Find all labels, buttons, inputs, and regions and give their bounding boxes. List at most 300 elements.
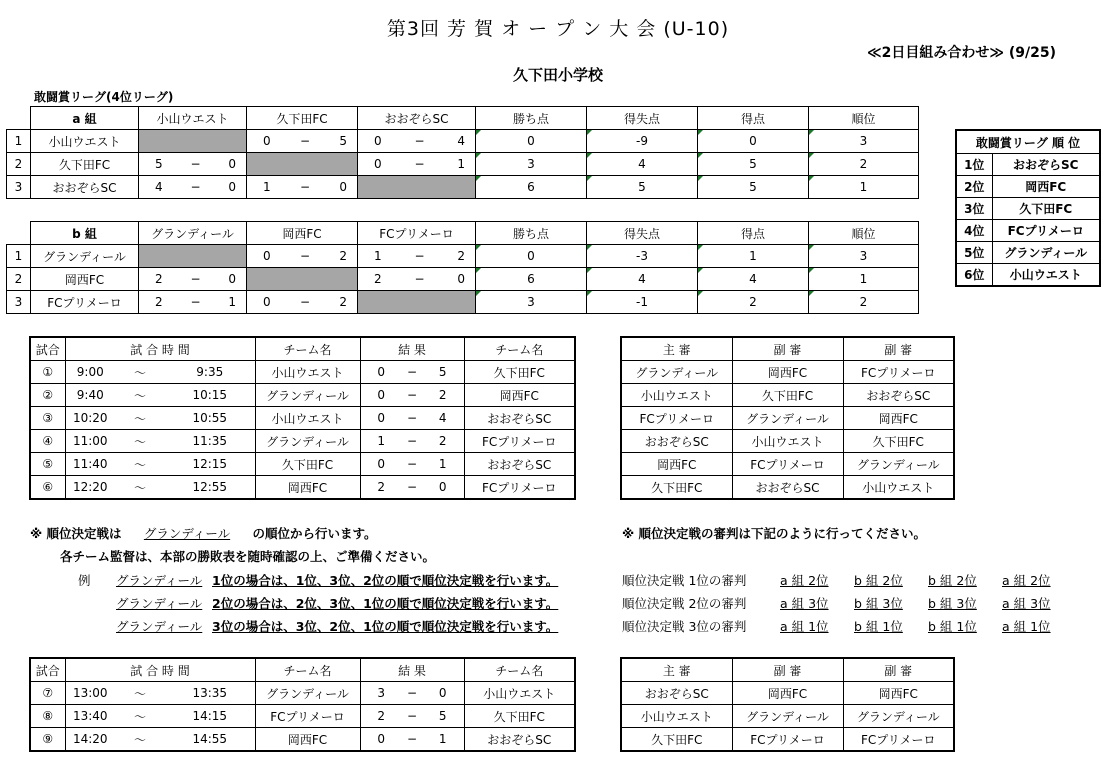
- score-away: 2: [457, 249, 465, 263]
- stat-cell: 2: [809, 153, 919, 176]
- assistant-referee-1: グランディール: [732, 705, 843, 728]
- score-away: 5: [339, 134, 347, 148]
- header-assistant-referee: 副 審: [843, 658, 954, 682]
- assistant-referee-1: 岡西FC: [732, 682, 843, 705]
- score-dash: −: [299, 134, 311, 148]
- match-dash: −: [402, 430, 422, 453]
- match-away-score: 4: [422, 407, 464, 430]
- table-row: [7, 291, 919, 314]
- rank-team: おおぞらSC: [992, 154, 1100, 176]
- stat-cell: 0: [476, 245, 587, 268]
- match-dash: −: [402, 453, 422, 476]
- assistant-referee-2: 小山ウエスト: [843, 476, 954, 500]
- score-home: 0: [263, 249, 271, 263]
- score-dash: −: [299, 295, 311, 309]
- header-time: 試 合 時 間: [65, 658, 255, 682]
- match-home-team: 小山ウエスト: [255, 407, 360, 430]
- row-number: 3: [7, 176, 31, 199]
- header-stat: 得失点: [587, 222, 698, 245]
- stat-cell: 3: [476, 153, 587, 176]
- schedule-header: [30, 658, 575, 682]
- header-team-home: チーム名: [255, 337, 360, 361]
- match-number: ⑧: [30, 705, 65, 728]
- match-end: 11:35: [165, 430, 255, 453]
- assistant-referee-2: グランディール: [843, 705, 954, 728]
- note-line-2: 各チーム監督は、本部の勝敗表を随時確認の上、ご準備ください。: [60, 549, 436, 564]
- match-tilde: 〜: [115, 476, 165, 500]
- score-home: 5: [155, 157, 163, 171]
- header-stat: 得点: [698, 107, 809, 130]
- match-row: [30, 361, 575, 384]
- referee-row: [621, 361, 954, 384]
- header-stat: 得失点: [587, 107, 698, 130]
- stat-cell: 3: [476, 291, 587, 314]
- match-row: [30, 682, 575, 705]
- match-start: 11:00: [65, 430, 115, 453]
- match-home-team: 岡西FC: [255, 476, 360, 500]
- match-dash: −: [402, 728, 422, 752]
- score-dash: −: [190, 272, 201, 286]
- match-row: [30, 384, 575, 407]
- header-team: おおぞらSC: [358, 107, 476, 130]
- stat-cell: 0: [476, 130, 587, 153]
- rank-team: 小山ウエスト: [992, 264, 1100, 287]
- referee-rule-cell: b 組 2位: [854, 573, 903, 588]
- referee-rule-cell: a 組 1位: [780, 619, 829, 634]
- row-number: 2: [7, 153, 31, 176]
- match-home-score: 1: [360, 430, 402, 453]
- page-title: 第3回 芳 賀 オ ー プ ン 大 会 (U-10): [386, 18, 730, 40]
- score-away: 4: [457, 134, 465, 148]
- match-away-team: 岡西FC: [464, 384, 575, 407]
- score-home: 0: [374, 157, 382, 171]
- score-cell: [247, 245, 358, 268]
- score-dash: −: [414, 134, 425, 148]
- match-start: 9:40: [65, 384, 115, 407]
- match-end: 14:55: [165, 728, 255, 752]
- header-team-away: チーム名: [464, 658, 575, 682]
- match-tilde: 〜: [115, 361, 165, 384]
- match-away-score: 2: [422, 430, 464, 453]
- match-row: [30, 453, 575, 476]
- corner-cell: [7, 222, 31, 245]
- match-end: 14:15: [165, 705, 255, 728]
- referee-1-table: [620, 336, 955, 500]
- group-b-table: [6, 221, 919, 314]
- row-number: 3: [7, 291, 31, 314]
- referee-row: [621, 476, 954, 500]
- match-home-score: 2: [360, 705, 402, 728]
- stat-cell: 6: [476, 268, 587, 291]
- example-team: グランディール: [116, 573, 203, 588]
- referee-rule-cell: b 組 2位: [928, 573, 977, 588]
- match-home-score: 0: [360, 728, 402, 752]
- ranking-row: [956, 176, 1100, 198]
- score-dash: −: [414, 272, 425, 286]
- example-item: [116, 571, 558, 594]
- corner-cell: [7, 107, 31, 130]
- rank-position: 3位: [956, 198, 992, 220]
- row-number: 2: [7, 268, 31, 291]
- match-row: [30, 430, 575, 453]
- match-away-score: 5: [422, 361, 464, 384]
- match-tilde: 〜: [115, 384, 165, 407]
- match-home-score: 3: [360, 682, 402, 705]
- header-main-referee: 主 審: [621, 337, 732, 361]
- match-away-team: 久下田FC: [464, 705, 575, 728]
- assistant-referee-1: FCプリメーロ: [732, 728, 843, 752]
- referee-header: [621, 337, 954, 361]
- match-away-team: FCプリメーロ: [464, 430, 575, 453]
- match-number: ③: [30, 407, 65, 430]
- match-dash: −: [402, 384, 422, 407]
- match-away-score: 1: [422, 453, 464, 476]
- match-start: 11:40: [65, 453, 115, 476]
- row-team: 岡西FC: [31, 268, 139, 291]
- match-tilde: 〜: [115, 705, 165, 728]
- referee-row: [621, 430, 954, 453]
- score-home: 2: [374, 272, 382, 286]
- self-match-cell: [139, 130, 247, 153]
- example-text: 2位の場合は、2位、3位、1位の順で順位決定戦を行います。: [212, 596, 559, 611]
- main-referee: 久下田FC: [621, 476, 732, 500]
- score-home: 0: [263, 134, 271, 148]
- score-away: 1: [228, 295, 236, 309]
- rank-team: 久下田FC: [992, 198, 1100, 220]
- self-match-cell: [358, 176, 476, 199]
- score-home: 1: [374, 249, 382, 263]
- page-subtitle: ≪2日目組み合わせ≫ (9/25): [866, 45, 1056, 61]
- match-away-team: おおぞらSC: [464, 407, 575, 430]
- match-number: ⑥: [30, 476, 65, 500]
- table-row: [7, 268, 919, 291]
- table-row: [7, 245, 919, 268]
- match-away-score: 2: [422, 384, 464, 407]
- row-team: 久下田FC: [31, 153, 139, 176]
- score-home: 2: [155, 272, 163, 286]
- ranking-row: [956, 198, 1100, 220]
- match-tilde: 〜: [115, 430, 165, 453]
- main-referee: 久下田FC: [621, 728, 732, 752]
- stat-cell: 5: [698, 153, 809, 176]
- match-end: 12:15: [165, 453, 255, 476]
- match-end: 9:35: [165, 361, 255, 384]
- assistant-referee-2: おおぞらSC: [843, 384, 954, 407]
- score-dash: −: [414, 157, 425, 171]
- rank-position: 2位: [956, 176, 992, 198]
- match-away-score: 0: [422, 476, 464, 500]
- ranking-title: 敢闘賞リーグ 順 位: [956, 130, 1100, 154]
- example-text: 1位の場合は、1位、3位、2位の順で順位決定戦を行います。: [212, 573, 559, 588]
- referee-header: [621, 658, 954, 682]
- row-team: 小山ウエスト: [31, 130, 139, 153]
- assistant-referee-1: グランディール: [732, 407, 843, 430]
- referee-row: [621, 407, 954, 430]
- score-home: 0: [374, 134, 382, 148]
- referee-rule-cell: a 組 3位: [1002, 596, 1051, 611]
- note-team: グランディール: [143, 526, 231, 541]
- match-home-team: 小山ウエスト: [255, 361, 360, 384]
- rank-position: 6位: [956, 264, 992, 287]
- match-end: 13:35: [165, 682, 255, 705]
- stat-cell: 1: [809, 268, 919, 291]
- score-dash: −: [190, 157, 201, 171]
- referee-row: [621, 453, 954, 476]
- score-cell: [139, 268, 247, 291]
- rank-team: 岡西FC: [992, 176, 1100, 198]
- referee-rule-cell: a 組 3位: [780, 596, 829, 611]
- header-time: 試 合 時 間: [65, 337, 255, 361]
- group-b-header: [7, 222, 919, 245]
- match-away-team: 小山ウエスト: [464, 682, 575, 705]
- match-home-team: グランディール: [255, 682, 360, 705]
- assistant-referee-1: 小山ウエスト: [732, 430, 843, 453]
- score-home: 2: [155, 295, 163, 309]
- row-number: 1: [7, 130, 31, 153]
- main-referee: 小山ウエスト: [621, 705, 732, 728]
- match-dash: −: [402, 682, 422, 705]
- header-stat: 勝ち点: [476, 107, 587, 130]
- table-row: [7, 130, 919, 153]
- assistant-referee-2: FCプリメーロ: [843, 361, 954, 384]
- score-dash: −: [299, 249, 311, 263]
- score-home: 0: [263, 295, 271, 309]
- score-cell: [139, 291, 247, 314]
- match-row: [30, 705, 575, 728]
- main-referee: 岡西FC: [621, 453, 732, 476]
- stat-cell: -9: [587, 130, 698, 153]
- match-tilde: 〜: [115, 407, 165, 430]
- table-row: [7, 153, 919, 176]
- example-team: グランディール: [116, 619, 203, 634]
- main-referee: 小山ウエスト: [621, 384, 732, 407]
- rank-position: 4位: [956, 220, 992, 242]
- score-away: 0: [228, 180, 236, 194]
- stat-cell: 5: [698, 176, 809, 199]
- match-dash: −: [402, 361, 422, 384]
- assistant-referee-2: 岡西FC: [843, 407, 954, 430]
- referee-rule-cell: a 組 1位: [1002, 619, 1051, 634]
- referee-rule-cell: a 組 2位: [1002, 573, 1051, 588]
- match-start: 14:20: [65, 728, 115, 752]
- match-away-team: おおぞらSC: [464, 453, 575, 476]
- match-row: [30, 476, 575, 500]
- row-team: FCプリメーロ: [31, 291, 139, 314]
- assistant-referee-2: 久下田FC: [843, 430, 954, 453]
- referee-rule-label: 順位決定戦 2位の審判: [622, 596, 747, 611]
- match-home-score: 0: [360, 361, 402, 384]
- match-start: 13:00: [65, 682, 115, 705]
- match-row: [30, 407, 575, 430]
- stat-cell: 3: [809, 130, 919, 153]
- match-home-score: 0: [360, 453, 402, 476]
- header-stat: 順位: [809, 107, 919, 130]
- score-dash: −: [190, 295, 201, 309]
- group-a-table: [6, 106, 919, 199]
- match-away-score: 5: [422, 705, 464, 728]
- assistant-referee-1: おおぞらSC: [732, 476, 843, 500]
- match-away-score: 1: [422, 728, 464, 752]
- score-cell: [358, 153, 476, 176]
- stat-cell: 0: [698, 130, 809, 153]
- stat-cell: -1: [587, 291, 698, 314]
- match-number: ⑦: [30, 682, 65, 705]
- referee-rule-cell: b 組 3位: [854, 596, 903, 611]
- score-cell: [358, 268, 476, 291]
- assistant-referee-2: グランディール: [843, 453, 954, 476]
- match-tilde: 〜: [115, 682, 165, 705]
- header-stat: 順位: [809, 222, 919, 245]
- score-cell: [139, 176, 247, 199]
- referee-rule-cell: a 組 2位: [780, 573, 829, 588]
- match-home-team: FCプリメーロ: [255, 705, 360, 728]
- score-dash: −: [299, 180, 311, 194]
- example-team: グランディール: [116, 596, 203, 611]
- referee-rule-row: [622, 594, 1076, 617]
- match-away-team: おおぞらSC: [464, 728, 575, 752]
- referee-rule-cell: b 組 1位: [854, 619, 903, 634]
- score-away: 2: [339, 249, 347, 263]
- referee-2-table: [620, 657, 955, 752]
- referee-rule-row: [622, 571, 1076, 594]
- score-cell: [139, 153, 247, 176]
- score-cell: [358, 245, 476, 268]
- ranking-row: [956, 154, 1100, 176]
- score-dash: −: [414, 249, 425, 263]
- header-team-away: チーム名: [464, 337, 575, 361]
- match-home-score: 0: [360, 384, 402, 407]
- venue: 久下田小学校: [512, 66, 603, 84]
- example-list: [116, 571, 558, 640]
- assistant-referee-2: 岡西FC: [843, 682, 954, 705]
- referee-row: [621, 728, 954, 752]
- referee-note-title: ※ 順位決定戦の審判は下記のように行ってください。: [622, 526, 927, 541]
- rank-position: 1位: [956, 154, 992, 176]
- referee-rule-label: 順位決定戦 1位の審判: [622, 573, 747, 588]
- header-stat: 得点: [698, 222, 809, 245]
- match-start: 10:20: [65, 407, 115, 430]
- stat-cell: -3: [587, 245, 698, 268]
- rank-team: グランディール: [992, 242, 1100, 264]
- ranking-row: [956, 242, 1100, 264]
- stat-cell: 1: [809, 176, 919, 199]
- referee-row: [621, 384, 954, 407]
- score-away: 0: [457, 272, 465, 286]
- main-referee: おおぞらSC: [621, 430, 732, 453]
- header-stat: 勝ち点: [476, 222, 587, 245]
- schedule-header: [30, 337, 575, 361]
- league-title: 敢闘賞リーグ(4位リーグ): [34, 90, 174, 104]
- header-match: 試合: [30, 337, 65, 361]
- match-away-team: 久下田FC: [464, 361, 575, 384]
- assistant-referee-2: FCプリメーロ: [843, 728, 954, 752]
- score-away: 1: [457, 157, 465, 171]
- score-home: 1: [263, 180, 271, 194]
- score-away: 0: [228, 157, 236, 171]
- match-end: 10:15: [165, 384, 255, 407]
- match-home-team: グランディール: [255, 384, 360, 407]
- match-end: 10:55: [165, 407, 255, 430]
- stat-cell: 5: [587, 176, 698, 199]
- match-end: 12:55: [165, 476, 255, 500]
- match-home-score: 0: [360, 407, 402, 430]
- main-referee: おおぞらSC: [621, 682, 732, 705]
- stat-cell: 4: [698, 268, 809, 291]
- row-number: 1: [7, 245, 31, 268]
- self-match-cell: [247, 153, 358, 176]
- match-home-team: グランディール: [255, 430, 360, 453]
- match-away-score: 0: [422, 682, 464, 705]
- stat-cell: 4: [587, 153, 698, 176]
- header-assistant-referee: 副 審: [732, 337, 843, 361]
- header-team: 岡西FC: [247, 222, 358, 245]
- match-away-team: FCプリメーロ: [464, 476, 575, 500]
- score-dash: −: [190, 180, 201, 194]
- assistant-referee-1: 岡西FC: [732, 361, 843, 384]
- ranking-row: [956, 264, 1100, 287]
- stat-cell: 3: [809, 245, 919, 268]
- match-number: ②: [30, 384, 65, 407]
- score-away: 0: [228, 272, 236, 286]
- header-main-referee: 主 審: [621, 658, 732, 682]
- header-assistant-referee: 副 審: [732, 658, 843, 682]
- score-cell: [247, 291, 358, 314]
- score-away: 0: [339, 180, 347, 194]
- match-tilde: 〜: [115, 453, 165, 476]
- main-referee: FCプリメーロ: [621, 407, 732, 430]
- header-result: 結 果: [360, 658, 464, 682]
- stat-cell: 1: [698, 245, 809, 268]
- stat-cell: 6: [476, 176, 587, 199]
- group-name: b 組: [31, 222, 139, 245]
- row-team: グランディール: [31, 245, 139, 268]
- schedule-1-table: [29, 336, 576, 500]
- match-number: ⑤: [30, 453, 65, 476]
- main-referee: グランディール: [621, 361, 732, 384]
- assistant-referee-1: 久下田FC: [732, 384, 843, 407]
- schedule-2-table: [29, 657, 576, 752]
- self-match-cell: [139, 245, 247, 268]
- example-item: [116, 594, 558, 617]
- match-dash: −: [402, 705, 422, 728]
- example-text: 3位の場合は、3位、2位、1位の順で順位決定戦を行います。: [212, 619, 559, 634]
- header-team: グランディール: [139, 222, 247, 245]
- score-away: 2: [339, 295, 347, 309]
- stat-cell: 2: [809, 291, 919, 314]
- score-cell: [247, 130, 358, 153]
- match-start: 13:40: [65, 705, 115, 728]
- ranking-table: [955, 129, 1101, 287]
- rank-team: FCプリメーロ: [992, 220, 1100, 242]
- score-cell: [247, 176, 358, 199]
- header-team: 久下田FC: [247, 107, 358, 130]
- row-team: おおぞらSC: [31, 176, 139, 199]
- example-label: 例: [78, 573, 91, 588]
- match-home-team: 久下田FC: [255, 453, 360, 476]
- referee-rule-row: [622, 617, 1076, 640]
- referee-rule-cell: b 組 3位: [928, 596, 977, 611]
- header-team: 小山ウエスト: [139, 107, 247, 130]
- header-result: 結 果: [360, 337, 464, 361]
- match-dash: −: [402, 407, 422, 430]
- self-match-cell: [247, 268, 358, 291]
- header-team-home: チーム名: [255, 658, 360, 682]
- referee-rules: [622, 571, 1076, 640]
- header-match: 試合: [30, 658, 65, 682]
- header-team: FCプリメーロ: [358, 222, 476, 245]
- example-item: [116, 617, 558, 640]
- score-home: 4: [155, 180, 163, 194]
